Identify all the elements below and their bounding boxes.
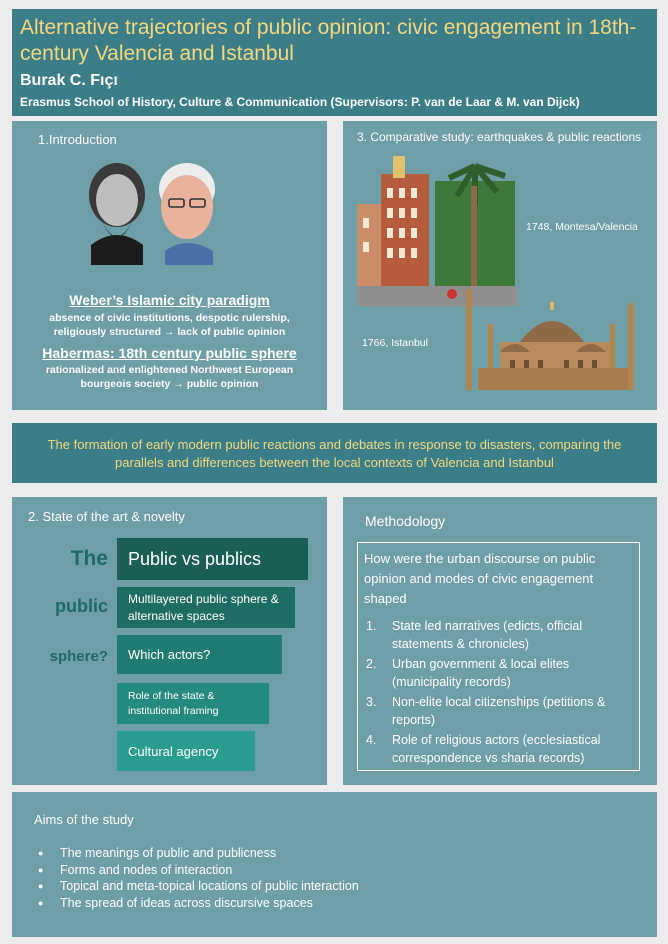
list-item: 2. Urban government & local elites (municipality records) bbox=[366, 657, 570, 689]
istanbul-label: 1766, Istanbul bbox=[362, 337, 428, 349]
affiliation: Erasmus School of History, Culture & Communication (Supervisors: P. van de Laar & M. van Dijck) bbox=[20, 95, 580, 109]
valencia-label: 1748, Montesa/Valencia bbox=[526, 221, 638, 233]
methodology-question: How were the urban discourse on public opinion and modes of civic engagement shaped bbox=[364, 551, 596, 606]
comparative-study-panel bbox=[343, 121, 657, 410]
hagia-sophia-photo bbox=[460, 286, 640, 394]
valencia-photo bbox=[357, 156, 517, 306]
methodology-list bbox=[366, 617, 636, 769]
word-public: public bbox=[55, 596, 108, 616]
step-role-of-state: Role of the state & institutional framing bbox=[117, 683, 269, 724]
list-item: 4. Role of religious actors (ecclesiastical correspondence vs sharia records) bbox=[366, 733, 601, 765]
introduction-heading: 1.Introduction bbox=[38, 132, 117, 147]
weber-text: absence of civic institutions, despotic rulership, religiously structured → lack of public opinion bbox=[49, 312, 290, 338]
step-public-vs-publics: Public vs publics bbox=[117, 538, 308, 580]
list-item: ● Topical and meta-topical locations of public interaction bbox=[38, 879, 359, 893]
research-question-banner bbox=[12, 423, 657, 483]
aims-heading: Aims of the study bbox=[34, 812, 134, 827]
list-item: 3. Non-elite local citizenships (petitions & reports) bbox=[366, 695, 606, 727]
poster-header bbox=[12, 9, 657, 116]
habermas-text: rationalized and enlightened Northwest European bourgeois society → public opinion bbox=[45, 364, 294, 390]
habermas-title: Habermas: 18th century public sphere bbox=[42, 345, 297, 361]
step-cultural-agency: Cultural agency bbox=[117, 731, 255, 771]
step-which-actors: Which actors? bbox=[117, 635, 282, 674]
aims-list bbox=[38, 845, 359, 911]
list-item: ● Forms and nodes of interaction bbox=[38, 862, 233, 877]
banner-text: The formation of early modern public reactions and debates in response to disasters, comparing the parallels and differences between the local contexts of Valencia and Istanbul bbox=[47, 437, 622, 470]
methodology-box bbox=[357, 542, 640, 771]
weber-title: Weber’s Islamic city paradigm bbox=[69, 292, 270, 308]
state-of-art-heading: 2. State of the art & novelty bbox=[28, 509, 185, 524]
introduction-panel bbox=[12, 121, 327, 410]
state-of-art-panel bbox=[12, 497, 327, 785]
portraits-photo bbox=[77, 155, 237, 265]
word-the: The bbox=[70, 547, 108, 570]
methodology-heading: Methodology bbox=[365, 513, 446, 529]
poster-title: Alternative trajectories of public opinion: civic engagement in 18th-century Valencia and Istanbul bbox=[20, 16, 637, 65]
list-item: ● The spread of ideas across discursive spaces bbox=[38, 895, 313, 910]
author-name: Burak C. Fıçı bbox=[20, 72, 118, 89]
list-item: 1. State led narratives (edicts, official statements & chronicles) bbox=[366, 619, 583, 651]
word-sphere: sphere? bbox=[49, 648, 108, 665]
list-item: ● The meanings of public and publicness bbox=[38, 846, 277, 860]
comparative-heading: 3. Comparative study: earthquakes & public reactions bbox=[357, 130, 642, 144]
step-multilayered-public-sphere: Multilayered public sphere & alternative spaces bbox=[117, 587, 295, 628]
